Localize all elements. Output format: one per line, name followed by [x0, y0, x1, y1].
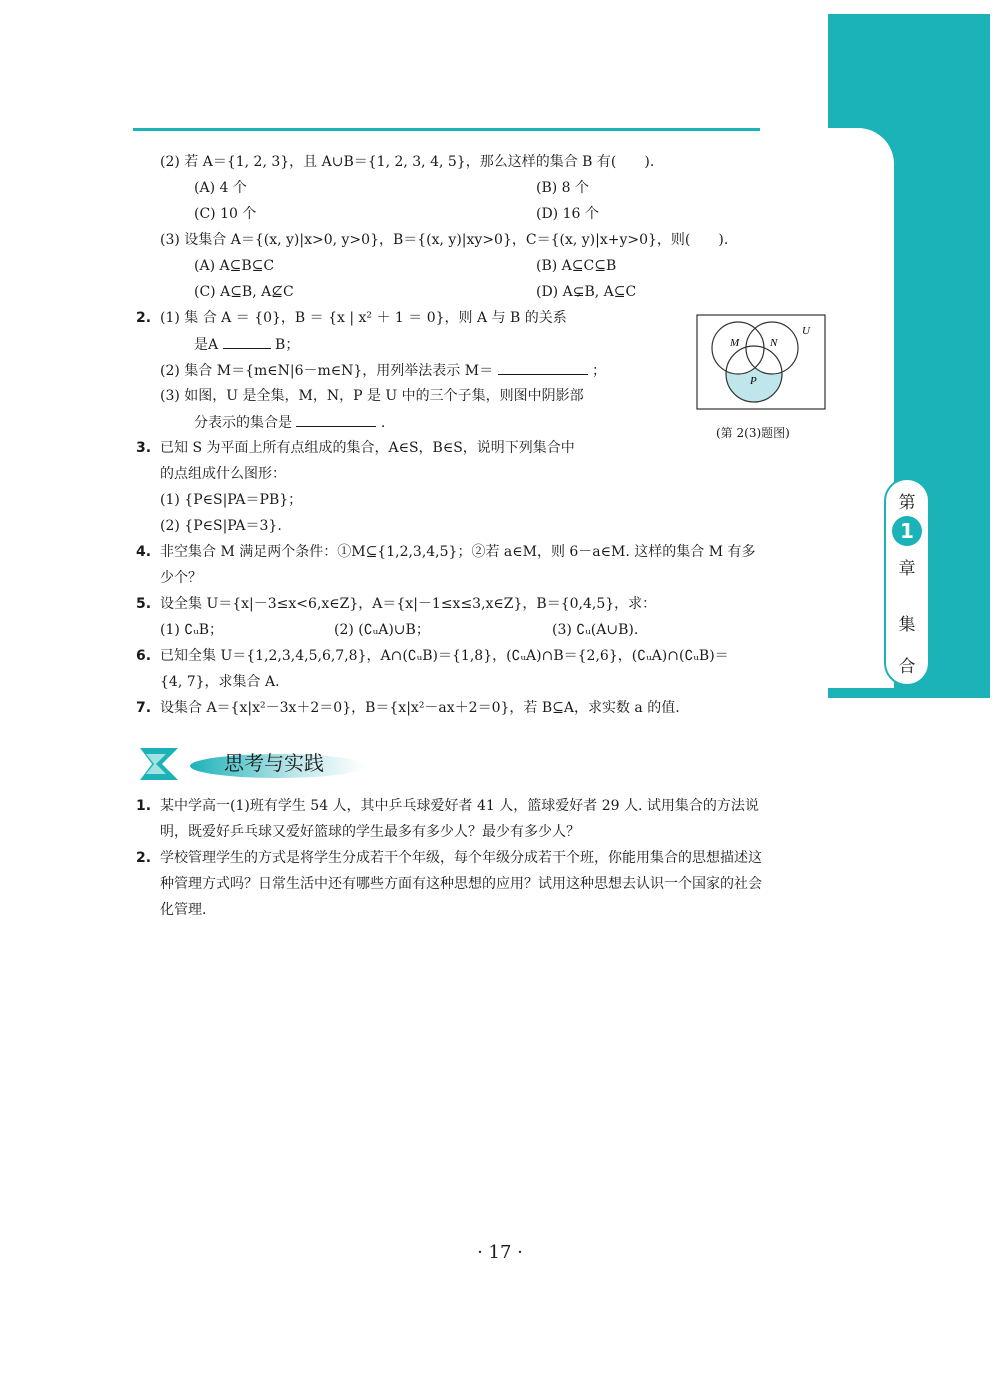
exercise-number: 6.: [136, 648, 152, 664]
exercise-number: 2.: [136, 310, 152, 326]
choice-d: (D) 16 个: [536, 206, 599, 222]
text-line: (2) 若 A＝{1, 2, 3}，且 A∪B＝{1, 2, 3, 4, 5}，那么这样的集合 B 有( ).: [160, 154, 655, 170]
answer-blank[interactable]: [296, 412, 376, 427]
fill-blank-line: [194, 334, 299, 355]
chapter-tab-char: 合: [898, 657, 916, 677]
fill-blank-line: [194, 412, 385, 433]
text-line: 的点组成什么图形：: [160, 466, 286, 482]
exercise-number: 4.: [136, 544, 152, 560]
venn-diagram: [696, 314, 826, 410]
venn-label-p: P: [750, 375, 757, 387]
chapter-number-badge: 1: [892, 516, 922, 546]
venn-label-u: U: [802, 325, 810, 337]
choice-c: (C) A⊆B, A⊈C: [194, 284, 294, 300]
choice-a: (A) 4 个: [194, 180, 247, 196]
chapter-tab-char: 第: [898, 493, 916, 513]
choice-b: (B) A⊆C⊆B: [536, 258, 617, 274]
section-banner: [138, 740, 370, 786]
text-line: 设集合 A＝{x|x²－3x＋2＝0}，B＝{x|x²－ax＋2＝0}，若 B⊆A，求实数 a 的值.: [160, 700, 680, 716]
text-line: (3) 设集合 A＝{(x, y)|x>0, y>0}，B＝{(x, y)|xy>0}，C＝{(x, y)|x+y>0}，则( ).: [160, 232, 729, 248]
exercise-number: 1.: [136, 798, 152, 814]
text-line: 设全集 U＝{x|－3≤x<6,x∈Z}，A＝{x|－1≤x≤3,x∈Z}，B＝{0,4,5}，求：: [160, 596, 657, 612]
text-line: 少个？: [160, 570, 202, 586]
sub-question: (3) ∁ᵤ(A∪B).: [552, 622, 639, 638]
text-line: 学校管理学生的方式是将学生分成若干个年级，每个年级分成若干个班，你能用集合的思想描述这: [160, 850, 762, 866]
text-line: {4, 7}，求集合 A.: [160, 674, 280, 690]
section-title: 思考与实践: [224, 751, 324, 775]
text-line: 已知 S 为平面上所有点组成的集合，A∈S，B∈S，说明下列集合中: [160, 440, 575, 456]
exercise-number: 2.: [136, 850, 152, 866]
header-rule: [133, 128, 828, 131]
chapter-tab: [884, 478, 930, 686]
text-fragment: ；: [591, 363, 606, 379]
text-fragment: .: [380, 415, 386, 431]
text-fragment: B；: [275, 337, 300, 353]
page-number: · 17 ·: [477, 1242, 523, 1263]
banner-arrow-highlight: [146, 754, 166, 774]
choice-b: (B) 8 个: [536, 180, 590, 196]
text-line: 化管理.: [160, 902, 207, 918]
text-fragment: (2) 集合 M＝{m∈N|6－m∈N}，用列举法表示 M＝: [160, 363, 494, 379]
text-line: (3) 如图，U 是全集，M，N，P 是 U 中的三个子集，则图中阴影部: [160, 388, 584, 404]
choice-d: (D) A⊊B, A⊆C: [536, 284, 637, 300]
text-line: 已知全集 U＝{1,2,3,4,5,6,7,8}，A∩(∁ᵤB)＝{1,8}，(∁ᵤA)∩B＝{2,6}，(∁ᵤA)∩(∁ᵤB)＝: [160, 648, 729, 664]
choice-a: (A) A⊆B⊆C: [194, 258, 275, 274]
chapter-tab-char: 章: [898, 559, 916, 579]
exercise-number: 5.: [136, 596, 152, 612]
choice-c: (C) 10 个: [194, 206, 257, 222]
text-line: (2) {P∈S|PA＝3}.: [160, 518, 282, 534]
text-line: 非空集合 M 满足两个条件：①M⊆{1,2,3,4,5}；②若 a∈M，则 6－a∈M. 这样的集合 M 有多: [160, 544, 756, 560]
venn-label-m: M: [730, 337, 740, 349]
chapter-tab-char: 集: [898, 615, 916, 635]
sub-question: (1) ∁ᵤB；: [160, 622, 224, 638]
text-fragment: 是A: [194, 337, 219, 353]
sub-question: (2) (∁ᵤA)∪B；: [334, 622, 430, 638]
text-line: 明，既爱好乒乓球又爱好篮球的学生最多有多少人？最少有多少人？: [160, 824, 580, 840]
venn-label-n: N: [770, 337, 778, 349]
text-fragment: 分表示的集合是: [194, 415, 292, 431]
text-line: (1) {P∈S|PA＝PB}；: [160, 492, 303, 508]
exercise-number: 7.: [136, 700, 152, 716]
text-line: 种管理方式吗？日常生活中还有哪些方面有这种思想的应用？试用这种思想去认识一个国家的社会: [160, 876, 762, 892]
exercise-number: 3.: [136, 440, 152, 456]
answer-blank[interactable]: [498, 360, 588, 375]
figure-caption: (第 2(3)题图): [716, 426, 790, 440]
text-line: (1) 集 合 A ＝ {0}，B ＝ {x | x² ＋ 1 ＝ 0}，则 A 与 B 的关系: [160, 310, 567, 326]
answer-blank[interactable]: [223, 334, 271, 349]
banner-arrow-icon: [140, 748, 178, 780]
fill-blank-line: [160, 360, 606, 381]
text-line: 某中学高一(1)班有学生 54 人，其中乒乓球爱好者 41 人，篮球爱好者 29 人. 试用集合的方法说: [160, 798, 759, 814]
